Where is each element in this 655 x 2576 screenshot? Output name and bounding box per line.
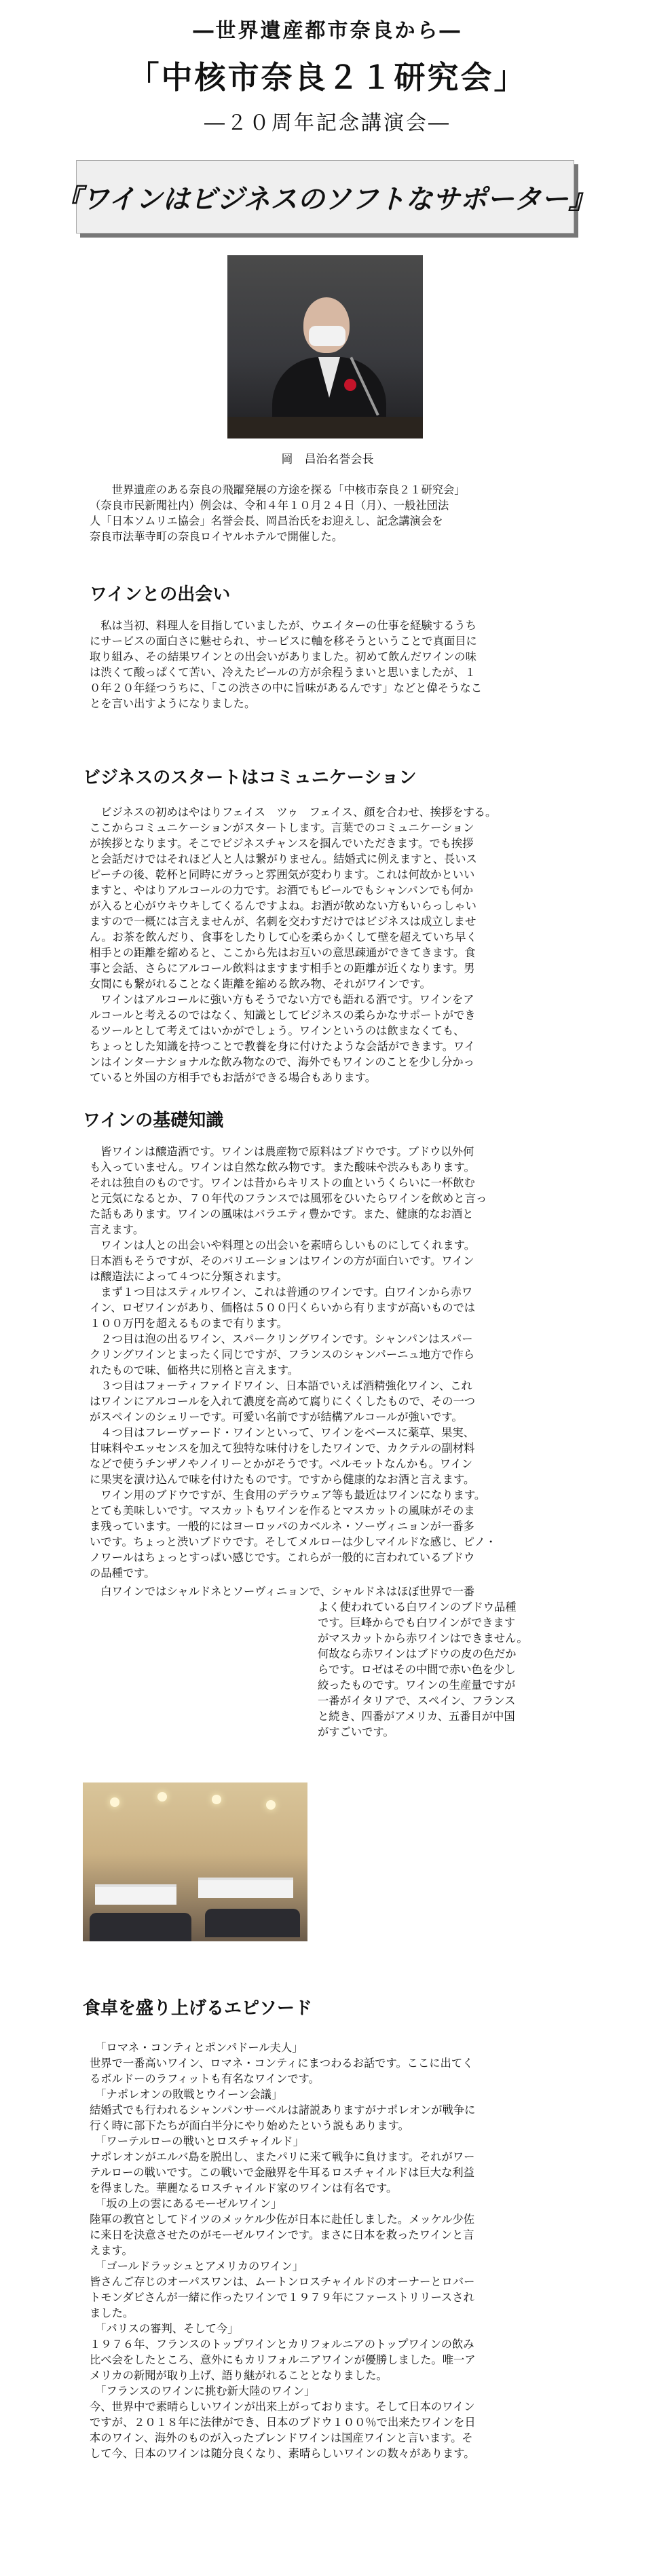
lecture-title-box	[54, 160, 596, 234]
section-heading-encounter: ワインとの出会い	[90, 584, 231, 605]
lecture-title: 『ワインはビジネスのソフトなサポーター』	[54, 183, 596, 215]
section-body-basics-wrap: よく使われている白ワインのブドウ品種 です。巨峰からでも白ワインができます がマスカットから赤ワインはできません。 何故なら赤ワインはブドウの皮の色だか らです。ロゼはその中間で赤い色を少し 絞ったものです。ワインの生産量ですが 一番がイタリアで、スペイン、フランス と続き、四番がアメリカ、五番目が中国 がすごいです。	[318, 1601, 528, 1738]
intro-paragraph: 世界遺産のある奈良の飛躍発展の方途を探る「中核市奈良２１研究会」 （奈良市民新聞社内）例会は、令和４年１０月２４日（月）、一般社団法 人「日本ソムリエ協会」名誉会長、岡昌治氏をお迎えし、記念講演会を 奈良市法華寺町の奈良ロイヤルホテルで開催した。	[90, 483, 466, 543]
header-event: ―２０周年記念講演会―	[204, 111, 451, 135]
header-title: 「中核市奈良２１研究会」	[128, 59, 527, 96]
banquet-hall-photo	[83, 1782, 307, 1941]
section-body-basics: 皆ワインは醸造酒です。ワインは農産物で原料はブドウです。ブドウ以外何 も入っていません。ワインは自然な飲み物です。また酸味や渋みもあります。 それは独自のものです。ワインは昔からキリストの血というくらいに一杯飲む と元気になるとか、７０年代のフランスでは風邪をひいたらワインを飲めと言っ た話もあります。ワインの風味はバラエティ豊かです。また、健康的なお酒と 言えます。 ワインは人との出会いや料理との出会いを素晴らしいものにしてくれます。 日本酒もそうですが、そのバリエーションはワインの方が面白いです。ワイン は醸造法によって４つに分類されます。 まず１つ目はスティルワイン、これは普通のワインです。白ワインから赤ワ イン、ロゼワインがあり、価格は５００円くらいから有りますが高いものでは １００万円を超えるものまで有ります。 ２つ目は泡の出るワイン、スパークリングワインです。シャンパンはスパー クリングワインとまったく同じですが、フランスのシャンパーニュ地方で作ら れたもので味、価格共に別格と言えます。 ３つ目はフォーティファイドワイン、日本語でいえば酒精強化ワイン、これ はワインにアルコールを入れて濃度を高めて腐りにくくしたもので、その一つ がスペインのシェリーです。可愛い名前ですが結構アルコールが強いです。 ４つ目はフレーヴァード・ワインといって、ワインをベースに薬草、果実、 甘味料やエッセンスを加えて独特な味付けをしたワインで、カクテルの副材料 などで使うチンザノやノイリーとかがそうです。ベルモットなんかも。ワイン に果実を漬け込んで味を付けたものです。ですから健康的なお酒と言えます。 ワイン用のブドウですが、生食用のデラウェア等も最近はワインになります。 とても美味しいです。マスカットもワインを作るとマスカットの風味がそのま ま残っています。一般的にはヨーロッパのカベルネ・ソーヴィニョンが一番多 いです。ちょっと渋いブドウです。そしてメルローは少しマイルドな感じ、ピノ・ ノワールはちょっとすっぱい感じです。これらが一般的に言われているブドウ の品種です。	[90, 1145, 497, 1580]
speaker-photo	[227, 255, 423, 438]
header-subtitle: ―世界遺産都市奈良から―	[193, 19, 462, 43]
section-heading-business: ビジネスのスタートはコミュニケーション	[83, 768, 417, 788]
section-body-encounter: 私は当初、料理人を目指していましたが、ウエイターの仕事を経験するうち にサービスの面白さに魅せられ、サービスに軸を移そうということで真面目に 取り組み、その結果ワインとの出会いがありました。初めて飲んだワインの味 は渋くて酸っぱくて苦い、冷えたビールの方が余程うまいと思いましたが、１ ０年２０年経つうちに、「この渋さの中に旨味があるんです」などと偉そうなこ とを言い出すようになりました。	[90, 619, 482, 710]
section-body-basics-wrap-lead: 白ワインではシャルドネとソーヴィニョンで、シャルドネはほぼ世界で一番	[90, 1585, 475, 1598]
section-body-episodes: 「ロマネ・コンティとポンパドール夫人」 世界で一番高いワイン、ロマネ・コンティにまつわるお話です。ここに出てく るボルドーのラフィットも有名なワインです。 「ナポレオンの敗戦とウイーン会議」 結婚式でも行われるシャンパンサーベルは諸説ありますがナポレオンが戦争に 行く時に部下たちが面白半分にやり始めたという説もあります。 「ワーテルローの戦いとロスチャイルド」 ナポレオンがエルバ島を脱出し、またパリに来て戦争に負けます。それがワー テルローの戦いです。この戦いで金融界を牛耳るロスチャイルドは巨大な利益 を得ました。華麗なるロスチャイルド家のワインは有名です。 「坂の上の雲にあるモーゼルワイン」 陸軍の教官としてドイツのメッケル少佐が日本に赴任しました。メッケル少佐 に来日を決意させたのがモーゼルワインです。まさに日本を救ったワインと言 えます。 「ゴールドラッシュとアメリカのワイン」 皆さんご存じのオーパスワンは、ムートンロスチャイルドのオーナーとロバー トモンダビさんが一緒に作ったワインで１９７９年にファーストリリースされ ました。 「パリスの審判、そして今」 １９７６年、フランスのトップワインとカリフォルニアのトップワインの飲み 比べ会をしたところ、意外にもカリフォルニアワインが優勝しました。唯一ア メリカの新聞が取り上げ、語り継がれることとなりました。 「フランスのワインに挑む新大陸のワイン」 今、世界中で素晴らしいワインが出来上がっております。そして日本のワイン ですが、２０１８年に法律ができ、日本のブドウ１００％で出来たワインを日 本のワイン、海外のものが入ったブレンドワインは国産ワインと言います。そ して今、日本のワインは随分良くなり、素晴らしいワインの数々があります。	[90, 2041, 476, 2460]
photo-caption: 岡 昌治名誉会長	[281, 453, 374, 466]
section-heading-basics: ワインの基礎知識	[83, 1110, 224, 1131]
section-body-business: ビジネスの初めはやはりフェイス ツゥ フェイス、顔を合わせ、挨拶をする。 ここからコミュニケーションがスタートします。言葉でのコミュニケーション が挨拶となります。そこでビジネスチャンスを掴んでいただきます。でも挨拶 と会話だけではそれほど人と人は繋がりません。結婚式に例えますと、長いス ピーチの後、乾杯と同時にガラっと雰囲気が変わります。これは何故かといい ますと、やはりアルコールの力です。お酒でもビールでもシャンパンでも何か が入ると心がウキウキしてくるんですよね。お酒が飲めない方もいらっしゃい ますので一概には言えませんが、名刺を交わすだけではビジネスは成立しませ ん。お茶を飲んだり、食事をしたりして心を柔らかくして壁を超えていち早く 相手との距離を縮めると、ここから先はお互いの意思疎通ができてきます。食 事と会話、さらにアルコール飲料はますます相手との距離が近くなります。男 女間にも繋がれることなく距離を縮める飲み物、それがワインです。 ワインはアルコールに強い方もそうでない方でも語れる酒です。ワインをア ルコールと考えるのではなく、知識としてビジネスの柔らかなサポートができ るツールとして考えてはいかがでしょう。ワインというのは飲まなくても、 ちょっとした知識を持つことで教養を身に付けたような会話ができます。ワイ ンはインターナショナルな飲み物なので、海外でもワインのことを少し分かっ ていると外国の方相手でもお話ができる場合もあります。	[90, 806, 497, 1084]
section-heading-episodes: 食卓を盛り上げるエピソード	[83, 1998, 313, 2019]
header	[0, 0, 655, 136]
